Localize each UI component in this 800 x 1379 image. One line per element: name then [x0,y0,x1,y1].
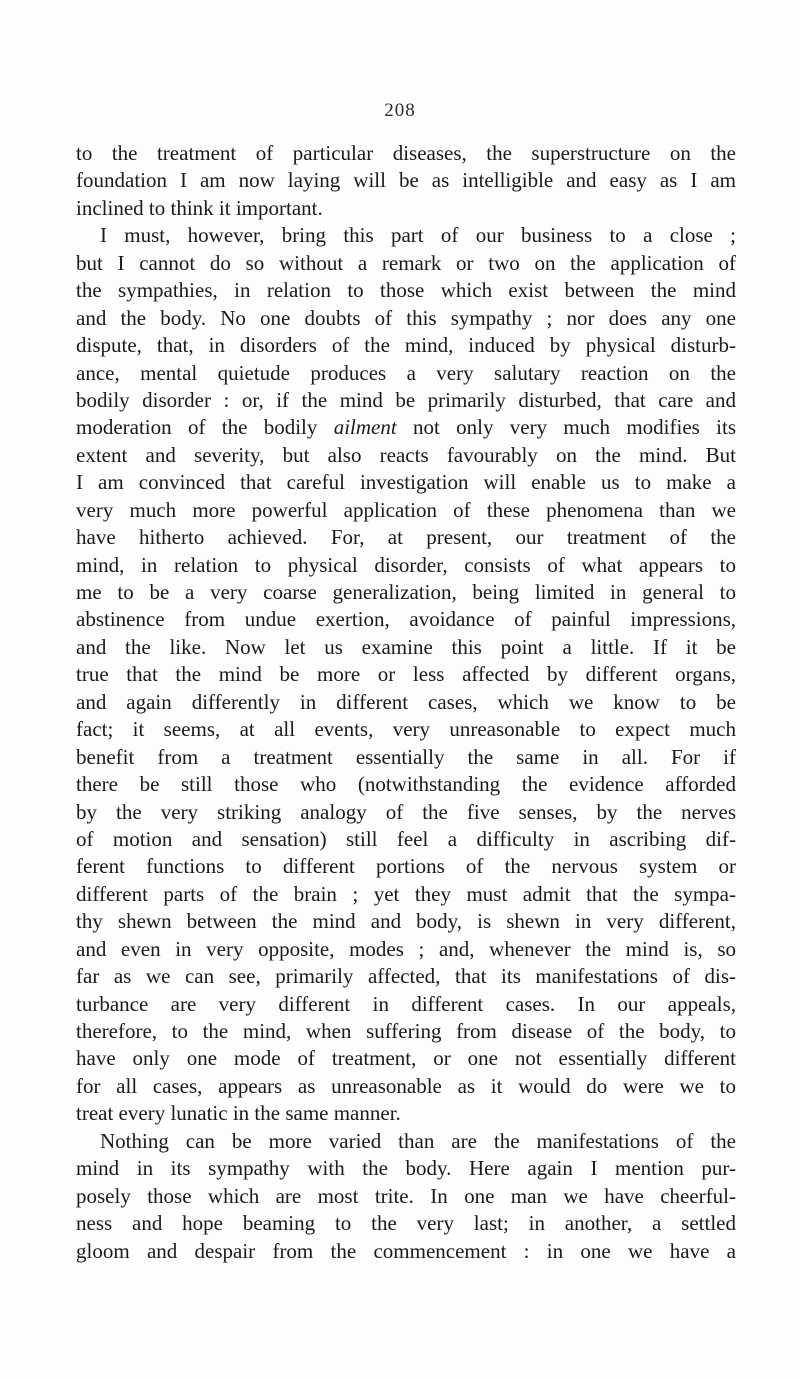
text-line: true that the mind be more or less affected by different organs, [76,662,736,687]
text-line: by the very striking analogy of the five senses, by the nerves [76,799,736,824]
text-line: mind in its sympathy with the body. Here again I mention pur- [76,1156,736,1181]
paragraph-start-line: Nothing can be more varied than are the manifestations of the [100,1128,736,1153]
text-line: I am convinced that careful investigation will enable us to make a [76,470,736,495]
text-line: ance, mental quietude produces a very salutary reaction on the [76,360,736,385]
body-text [76,140,736,1265]
text-line: of motion and sensation) still feel a difficulty in ascribing dif- [76,826,736,851]
text-line: extent and severity, but also reacts favourably on the mind. But [76,442,736,467]
text-line: and again differently in different cases, which we know to be [76,689,736,714]
text-line: different parts of the brain ; yet they must admit that the sympa- [76,881,736,906]
text-line: treat every lunatic in the same manner. [76,1101,401,1126]
text-line: therefore, to the mind, when suffering from disease of the body, to [76,1019,736,1043]
page-number: 208 [384,100,416,121]
text-line: have only one mode of treatment, or one not essentially different [76,1046,736,1071]
text-line: abstinence from undue exertion, avoidance of painful impressions, [76,607,736,632]
text-line: benefit from a treatment essentially the same in all. For if [76,744,736,769]
text-line: and even in very opposite, modes ; and, whenever the mind is, so [76,936,736,961]
text-line: gloom and despair from the commencement : in one we have a [76,1238,736,1263]
text-line: but I cannot do so without a remark or two on the application of [76,250,736,275]
text-segment: not only very much modifies its [396,415,736,440]
text-line: very much more powerful application of these phenomena than we [76,497,736,522]
text-line: mind, in relation to physical disorder, consists of what appears to [76,552,736,577]
text-line-with-italic [76,414,736,441]
paragraph-start-line: I must, however, bring this part of our business to a close ; [100,223,736,248]
text-segment: moderation of the bodily [76,415,334,440]
text-line: and the body. No one doubts of this sympathy ; nor does any one [76,305,736,330]
italic-word: ailment [333,415,397,440]
text-line: posely those which are most trite. In one man we have cheerful- [76,1183,736,1208]
text-line: bodily disorder : or, if the mind be primarily disturbed, that care and [76,387,736,412]
text-line: fact; it seems, at all events, very unreasonable to expect much [76,717,736,742]
text-line: turbance are very different in different cases. In our appeals, [76,991,736,1016]
text-line: have hitherto achieved. For, at present, our treatment of the [76,525,736,550]
text-line: for all cases, appears as unreasonable as it would do were we to [76,1073,736,1098]
text-line: me to be a very coarse generalization, being limited in general to [76,580,736,604]
text-line: far as we can see, primarily affected, that its manifestations of dis- [76,964,736,989]
text-line: and the like. Now let us examine this point a little. If it be [76,634,736,659]
text-line: inclined to think it important. [76,195,323,220]
text-line: to the treatment of particular diseases, the superstructure on the [76,141,736,165]
text-line: foundation I am now laying will be as intelligible and easy as I am [76,168,736,193]
text-line: ferent functions to different portions of the nervous system or [76,854,736,879]
text-line: the sympathies, in relation to those which exist between the mind [76,278,736,303]
text-line: there be still those who (notwithstanding the evidence afforded [76,772,736,797]
text-line: dispute, that, in disorders of the mind, induced by physical disturb- [76,333,736,358]
text-line: thy shewn between the mind and body, is shewn in very different, [76,909,736,934]
text-line: ness and hope beaming to the very last; in another, a settled [76,1211,736,1236]
